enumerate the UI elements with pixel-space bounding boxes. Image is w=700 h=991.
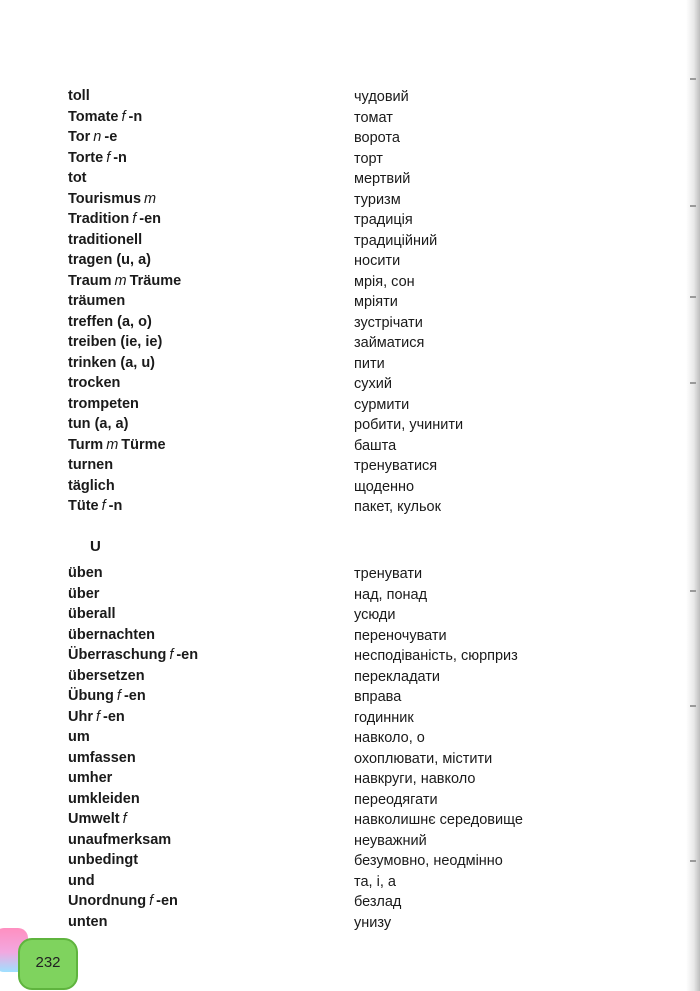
vocabulary-entry [0, 645, 640, 666]
ukrainian-translation: мрія, сон [354, 273, 415, 290]
ukrainian-translation: несподіваність, сюрприз [354, 648, 518, 664]
german-word-text: umkleiden [68, 790, 140, 807]
vocabulary-entry [0, 809, 640, 830]
edge-mark [690, 296, 696, 298]
ukrainian-translation: туризм [354, 191, 401, 208]
plural-suffix: -n [128, 108, 143, 125]
grammatical-gender: f [169, 647, 174, 663]
german-word-text: tragen (u, a) [68, 252, 151, 268]
plural-suffix: -en [103, 708, 125, 725]
vocabulary-entry [0, 604, 640, 625]
vocabulary-entry [0, 414, 640, 435]
german-word [68, 312, 158, 332]
german-word [68, 891, 178, 911]
german-word-text: treiben (ie, ie) [68, 334, 163, 350]
german-word-text: turnen [68, 457, 114, 473]
plural-suffix: -en [176, 647, 199, 663]
vocabulary-entry [0, 148, 640, 169]
german-word-text: und [68, 872, 95, 889]
german-word [68, 230, 148, 250]
vocabulary-entry [0, 86, 640, 107]
plural-suffix: -e [104, 129, 118, 145]
vocabulary-entry [0, 394, 640, 415]
german-word [68, 707, 125, 727]
ukrainian-translation: навколишнє середовище [354, 812, 523, 828]
german-word [68, 271, 181, 291]
german-word-text: Tomate [68, 108, 119, 125]
german-word-text: Überraschung [68, 647, 167, 663]
german-word [68, 455, 119, 475]
vocabulary-entry [0, 748, 640, 769]
ukrainian-translation: навколо, о [354, 730, 425, 746]
german-word-text: umher [68, 770, 113, 786]
german-word [68, 86, 96, 106]
ukrainian-translation: щоденно [354, 478, 415, 495]
grammatical-gender: m [144, 190, 157, 207]
german-word [68, 291, 131, 311]
german-word [68, 789, 146, 809]
grammatical-gender: m [106, 436, 119, 453]
german-word [68, 666, 151, 686]
german-word-text: Traum [68, 272, 112, 289]
edge-mark [690, 205, 696, 207]
ukrainian-translation: безумовно, неодмінно [354, 853, 503, 869]
ukrainian-translation: сурмити [354, 396, 410, 413]
german-word-text: Tor [68, 129, 91, 145]
german-word-text: übernachten [68, 626, 156, 643]
vocabulary-entry [0, 789, 640, 810]
plural-suffix: -n [108, 498, 123, 514]
german-word-text: toll [68, 88, 90, 104]
ukrainian-translation: традиція [354, 212, 413, 228]
ukrainian-translation: ворота [354, 130, 400, 146]
ukrainian-translation: мертвий [354, 171, 411, 187]
ukrainian-translation: чудовий [354, 89, 409, 105]
ukrainian-translation: мріяти [354, 294, 398, 310]
plural-suffix: -en [139, 211, 162, 227]
german-word [68, 414, 134, 434]
vocabulary-entry [0, 563, 640, 584]
edge-mark [690, 382, 696, 384]
grammatical-gender: f [95, 708, 101, 725]
german-word [68, 584, 105, 604]
plural-suffix: -en [156, 893, 178, 909]
german-word [68, 250, 157, 270]
grammatical-gender: f [106, 149, 111, 166]
ukrainian-translation: башта [354, 437, 397, 454]
ukrainian-translation: пити [354, 355, 385, 372]
ukrainian-translation: над, понад [354, 586, 428, 603]
ukrainian-translation: перекладати [354, 668, 441, 685]
german-word-text: treffen (a, o) [68, 313, 152, 330]
german-word-text: träumen [68, 293, 126, 309]
vocabulary-entry [0, 435, 640, 456]
german-word [68, 871, 101, 891]
german-word [68, 809, 130, 829]
section-letter-u: U [90, 538, 101, 555]
vocabulary-entry [0, 373, 640, 394]
vocabulary-entry [0, 107, 640, 128]
german-word-text: Übung [68, 688, 114, 704]
grammatical-gender: f [149, 893, 154, 909]
german-word [68, 604, 122, 624]
vocabulary-entry [0, 476, 640, 497]
ukrainian-translation: годинник [354, 709, 414, 726]
german-word [68, 332, 168, 352]
german-word-text: umfassen [68, 749, 136, 766]
vocabulary-entry [0, 584, 640, 605]
german-word [68, 353, 161, 373]
german-word-text: überall [68, 606, 116, 622]
german-word [68, 768, 118, 788]
german-word [68, 148, 127, 168]
german-word-text: Torte [68, 149, 104, 166]
page-edge [686, 0, 700, 991]
page-number: 232 [35, 954, 61, 971]
grammatical-gender: f [121, 108, 126, 125]
vocabulary-entry [0, 353, 640, 374]
ukrainian-translation: вправа [354, 689, 402, 705]
grammatical-gender: n [93, 129, 102, 145]
ukrainian-translation: унизу [354, 914, 392, 931]
vocabulary-entry [0, 707, 640, 728]
german-word [68, 373, 126, 393]
vocabulary-section-u [0, 563, 640, 932]
vocabulary-entry [0, 727, 640, 748]
edge-mark [690, 860, 696, 862]
vocabulary-entry [0, 209, 640, 230]
german-word [68, 435, 166, 455]
vocabulary-entry [0, 271, 640, 292]
vocabulary-entry [0, 768, 640, 789]
german-word-text: Tradition [68, 211, 130, 227]
plural-suffix: -en [123, 688, 146, 704]
german-word-text: täglich [68, 477, 115, 494]
german-word-text: um [68, 729, 90, 745]
german-word-text: traditionell [68, 231, 143, 248]
german-word-text: übersetzen [68, 667, 145, 684]
ukrainian-translation: неуважний [354, 832, 427, 849]
ukrainian-translation: усюди [354, 607, 396, 623]
vocabulary-entry [0, 666, 640, 687]
vocabulary-entry [0, 912, 640, 933]
edge-mark [690, 705, 696, 707]
german-word [68, 850, 144, 870]
plural-suffix: Türme [121, 436, 166, 453]
page-number-badge [0, 928, 82, 991]
plural-suffix: Träume [129, 272, 182, 289]
ukrainian-translation: тренуватися [354, 458, 438, 474]
german-word [68, 563, 109, 583]
german-word-text: unaufmerksam [68, 831, 172, 848]
ukrainian-translation: сухий [354, 376, 392, 392]
vocabulary-entry [0, 830, 640, 851]
ukrainian-translation: займатися [354, 335, 425, 351]
german-word [68, 168, 93, 188]
vocabulary-entry [0, 312, 640, 333]
vocabulary-entry [0, 871, 640, 892]
german-word [68, 645, 198, 665]
edge-mark [690, 590, 696, 592]
german-word [68, 727, 96, 747]
vocabulary-entry [0, 127, 640, 148]
ukrainian-translation: зустрічати [354, 314, 423, 331]
german-word [68, 830, 177, 850]
vocabulary-entry [0, 250, 640, 271]
ukrainian-translation: переодягати [354, 791, 438, 808]
german-word [68, 394, 145, 414]
vocabulary-entry [0, 850, 640, 871]
german-word-text: über [68, 585, 100, 602]
german-word-text: trocken [68, 375, 121, 391]
german-word [68, 107, 142, 127]
german-word [68, 209, 161, 229]
vocabulary-entry [0, 291, 640, 312]
german-word-text: unbedingt [68, 852, 139, 868]
german-word [68, 476, 121, 496]
vocabulary-entry [0, 455, 640, 476]
vocabulary-entry [0, 168, 640, 189]
vocabulary-entry [0, 230, 640, 251]
vocabulary-entry [0, 891, 640, 912]
grammatical-gender: f [101, 498, 106, 514]
german-word [68, 625, 161, 645]
ukrainian-translation: торт [354, 150, 383, 167]
german-word-text: Tourismus [68, 190, 142, 207]
german-word-text: Unordnung [68, 893, 147, 909]
grammatical-gender: m [114, 272, 127, 289]
ukrainian-translation: навкруги, навколо [354, 771, 476, 787]
german-word-text: trompeten [68, 395, 139, 412]
german-word-text: trinken (a, u) [68, 354, 156, 371]
vocabulary-entry [0, 332, 640, 353]
ukrainian-translation: пакет, кульок [354, 499, 441, 515]
plural-suffix: -n [113, 149, 127, 166]
vocabulary-section-t [0, 86, 640, 517]
ukrainian-translation: робити, учинити [354, 417, 464, 433]
german-word-text: unten [68, 913, 108, 930]
ukrainian-translation: безлад [354, 894, 402, 910]
german-word [68, 496, 122, 516]
german-word-text: tun (a, a) [68, 416, 129, 432]
ukrainian-translation: охоплювати, містити [354, 750, 493, 767]
grammatical-gender: f [132, 211, 137, 227]
edge-mark [690, 78, 696, 80]
ukrainian-translation: тренувати [354, 566, 423, 582]
german-word [68, 686, 146, 706]
german-word-text: Uhr [68, 708, 93, 725]
grammatical-gender: f [116, 688, 121, 704]
ukrainian-translation: та, і, а [354, 873, 396, 890]
ukrainian-translation: носити [354, 253, 401, 269]
german-word-text: Tüte [68, 498, 99, 514]
german-word-text: Turm [68, 436, 104, 453]
ukrainian-translation: традиційний [354, 232, 438, 249]
german-word [68, 189, 159, 209]
german-word [68, 748, 142, 768]
german-word [68, 127, 117, 147]
ukrainian-translation: переночувати [354, 627, 447, 644]
vocabulary-entry [0, 625, 640, 646]
vocabulary-entry [0, 686, 640, 707]
german-word-text: Umwelt [68, 811, 120, 827]
ukrainian-translation: томат [354, 109, 393, 126]
grammatical-gender: f [122, 811, 127, 827]
german-word-text: üben [68, 565, 103, 581]
vocabulary-entry [0, 496, 640, 517]
german-word-text: tot [68, 170, 87, 186]
vocabulary-entry [0, 189, 640, 210]
